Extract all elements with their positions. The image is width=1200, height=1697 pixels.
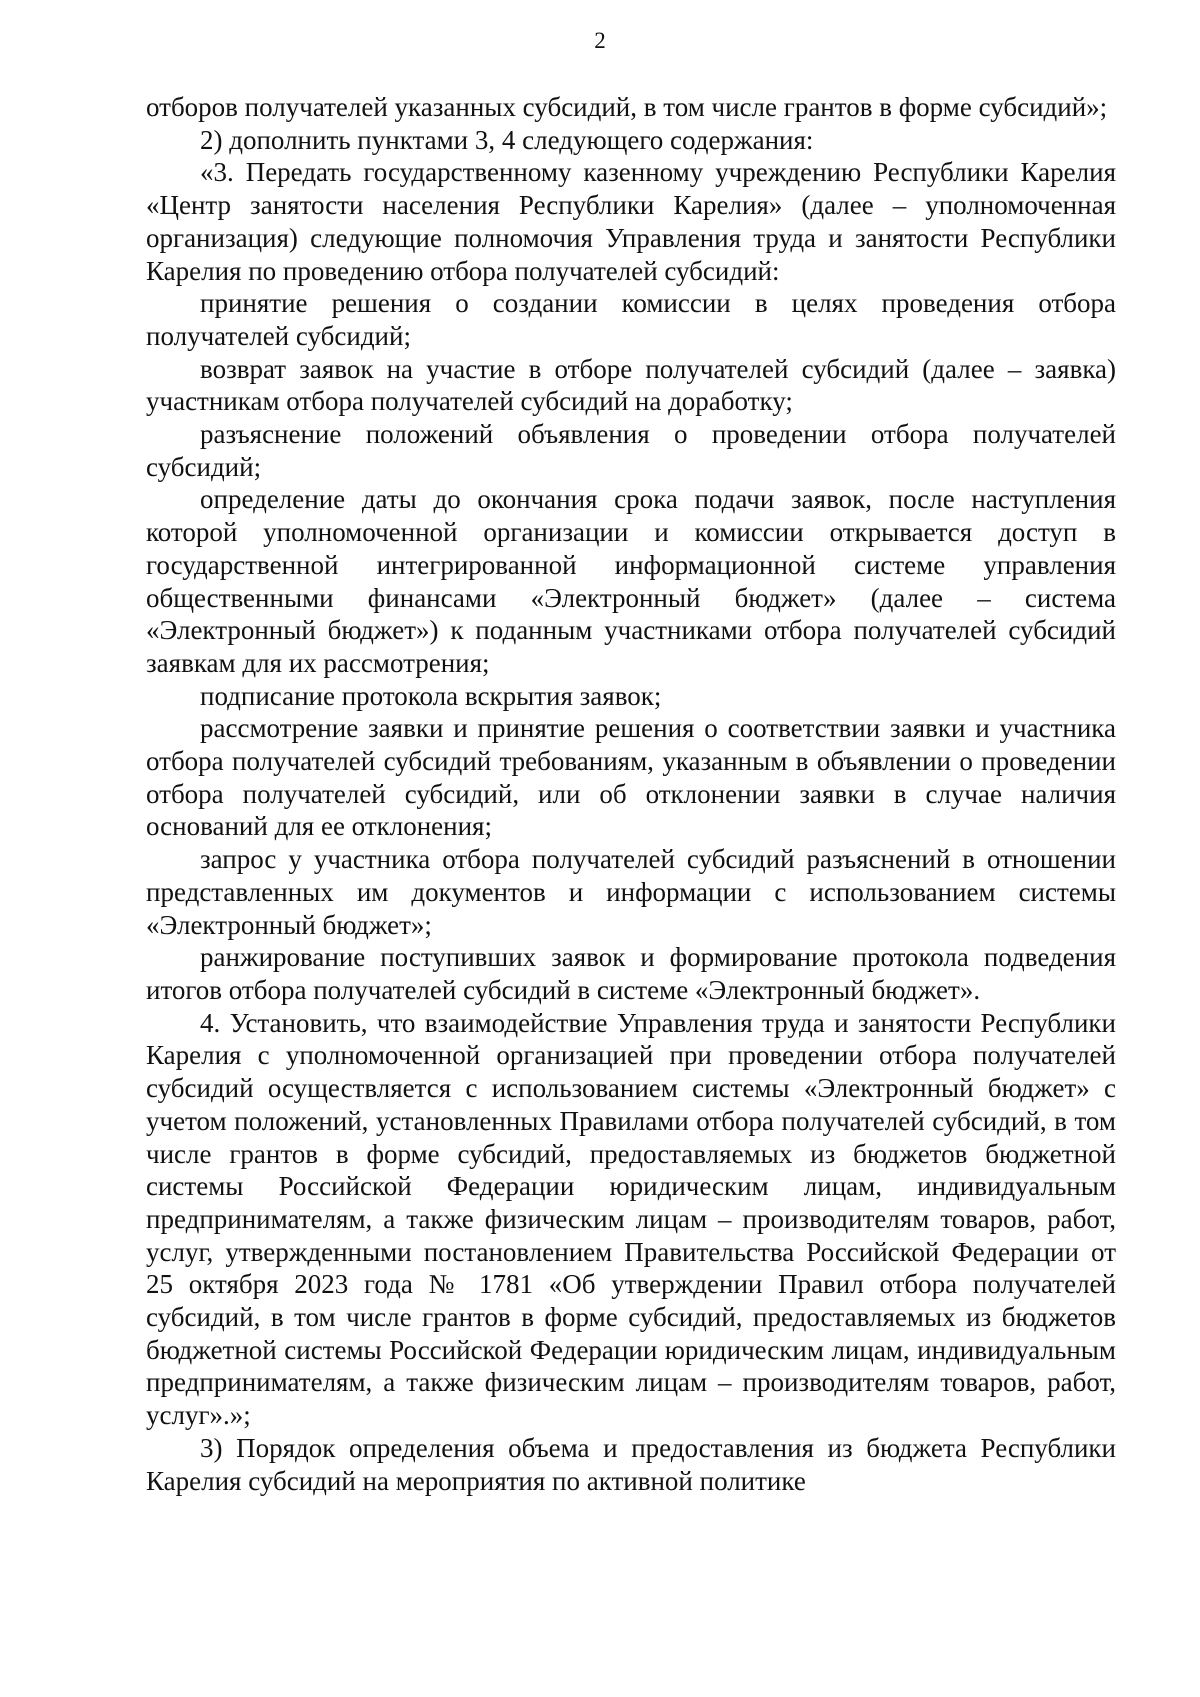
paragraph-application-return: возврат заявок на участие в отборе получателей субсидий (далее – заявка) участникам отбора получателей субсидий на доработку; [146,353,1116,417]
paragraph-continuation: отборов получателей указанных субсидий, в том числе грантов в форме субсидий»; [146,92,1108,122]
paragraph-commission-decision: принятие решения о создании комиссии в целях проведения отбора получателей субсидий; [146,288,1116,351]
page-number: 2 [594,28,606,53]
paragraph-announcement-clarification: разъяснение положений объявления о проведении отбора получателей субсидий; [146,419,1116,482]
paragraph-clarification-request: запрос у участника отбора получателей субсидий разъяснений в отношении представленных им документов и информации с использованием системы «Электронный бюджет»; [146,844,1116,940]
paragraph-access-date: определение даты до окончания срока подачи заявок, после наступления которой уполномоченной организации и комиссии открывается доступ в государственной интегрированной информационной системе управления общественными финансами «Электронный бюджет» (далее – система «Электронный бюджет») к поданным участниками отбора получателей субсидий заявкам для их рассмотрения; [146,484,1116,678]
document-body [146,91,1116,1497]
paragraph-point-4: 4. Установить, что взаимодействие Управления труда и занятости Республики Карелия с уполномоченной организацией при проведении отбора получателей субсидий осуществляется с использованием системы «Электронный бюджет» с учетом положений, установленных Правилами отбора получателей субсидий, в том числе грантов в форме субсидий, предоставляемых из бюджетов бюджетной системы Российской Федерации юридическим лицам, индивидуальным предпринимателям, а также физическим лицам – производителям товаров, работ, услуг, утвержденными постановлением Правительства Российской Федерации от 25 октября 2023 года № 1781 «Об утверждении Правил отбора получателей субсидий, в том числе грантов в форме субсидий, предоставляемых из бюджетов бюджетной системы Российской Федерации юридическим лицам, индивидуальным предпринимателям, а также физическим лицам – производителям товаров, работ, услуг».»; [146,1007,1116,1431]
paragraph-application-review: рассмотрение заявки и принятие решения о соответствии заявки и участника отбора получателей субсидий требованиям, указанным в объявлении о проведении отбора получателей субсидий, или об отклонении заявки в случае наличия оснований для ее отклонения; [146,713,1116,842]
paragraph-amendment-item-3: 3) Порядок определения объема и предоставления из бюджета Республики Карелия субсидий на мероприятия по активной политике [146,1432,1116,1496]
paragraph-amendment-item-2: 2) дополнить пунктами 3, 4 следующего содержания: [200,124,814,155]
paragraph-opening-protocol: подписание протокола вскрытия заявок; [200,680,662,711]
paragraph-ranking: ранжирование поступивших заявок и формирование протокола подведения итогов отбора получателей субсидий в системе «Электронный бюджет». [146,942,1116,1005]
paragraph-point-3: «3. Передать государственному казенному учреждению Республики Карелия «Центр занятости населения Республики Карелия» (далее – уполномоченная организация) следующие полномочия Управления труда и занятости Республики Карелия по проведению отбора получателей субсидий: [146,157,1116,286]
